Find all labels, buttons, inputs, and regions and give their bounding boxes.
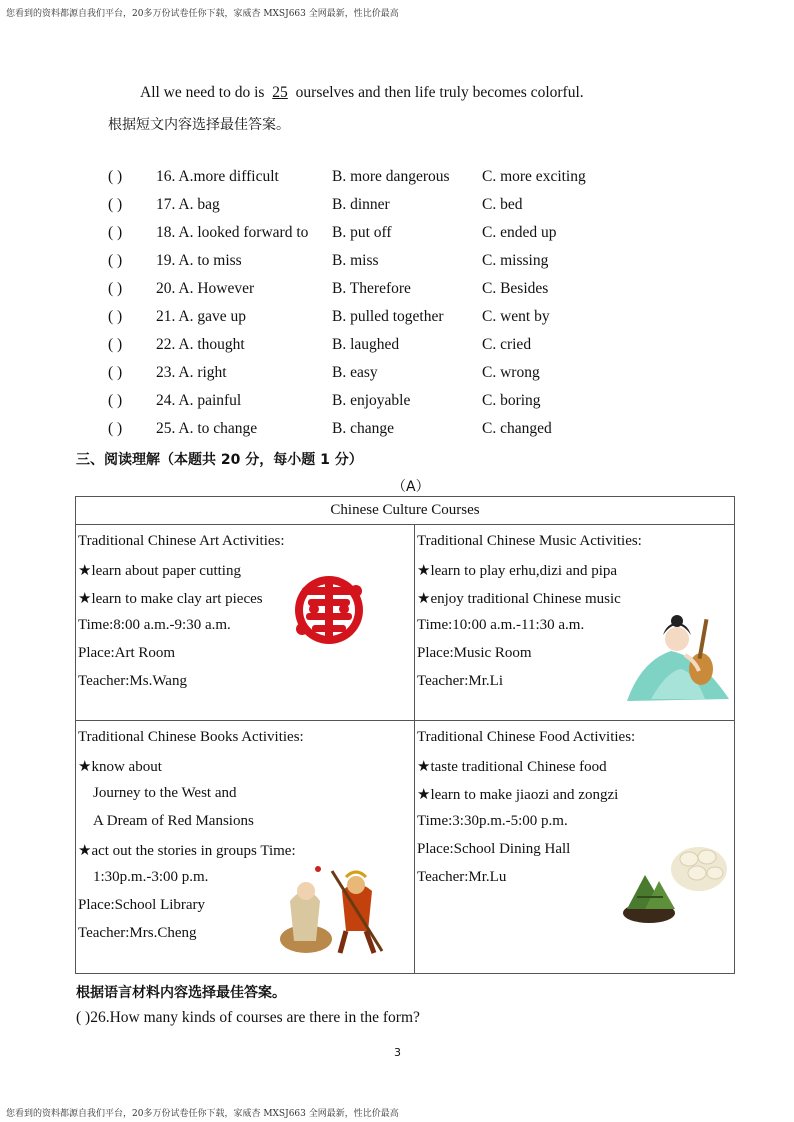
music-teacher: Teacher:Mr.Li: [417, 673, 503, 689]
art-teacher: Teacher:Ms.Wang: [78, 673, 187, 689]
option-b: B. enjoyable: [332, 392, 411, 409]
option-c: C. wrong: [482, 364, 540, 381]
answer-paren: ( ): [108, 420, 123, 437]
option-a: 20. A. However: [156, 280, 255, 297]
blank-25: 25: [272, 84, 288, 101]
option-b: B. dinner: [332, 196, 390, 213]
option-c: C. ended up: [482, 224, 557, 241]
option-b: B. Therefore: [332, 280, 411, 297]
option-c: C. Besides: [482, 280, 549, 297]
option-a: 19. A. to miss: [156, 252, 242, 269]
option-b: B. miss: [332, 252, 379, 269]
books-time: 1:30p.m.-3:00 p.m.: [93, 869, 209, 885]
answer-paren: ( ): [108, 252, 123, 269]
option-a: 22. A. thought: [156, 336, 245, 353]
paper-cutting-image: [288, 569, 370, 651]
question-26: ( )26.How many kinds of courses are there in the form?: [76, 1009, 420, 1026]
food-time: Time:3:30p.m.-5:00 p.m.: [417, 813, 568, 829]
art-heading: Traditional Chinese Art Activities:: [78, 533, 285, 549]
page-number: 3: [394, 1046, 401, 1059]
art-place: Place:Art Room: [78, 645, 176, 661]
part-a-label: （A）: [392, 479, 430, 495]
answer-paren: ( ): [108, 364, 123, 381]
music-cell: [415, 525, 735, 721]
option-a: 24. A. painful: [156, 392, 242, 409]
books-heading: Traditional Chinese Books Activities:: [78, 729, 304, 745]
bottom-watermark: 您看到的资料都源自我们平台，20多万份试卷任你下载，家威杏 MXSJ663 全网最新，性比价最高: [6, 1109, 399, 1119]
pipa-player-image: [621, 611, 733, 703]
book-title-2: A Dream of Red Mansions: [93, 813, 254, 829]
music-item-1: ★learn to play erhu,dizi and pipa: [417, 563, 618, 579]
food-heading: Traditional Chinese Food Activities:: [417, 729, 636, 745]
option-c: C. changed: [482, 420, 552, 437]
option-c: C. cried: [482, 336, 532, 353]
books-cell: [76, 721, 415, 974]
option-b: B. put off: [332, 224, 392, 241]
music-time: Time:10:00 a.m.-11:30 a.m.: [417, 617, 585, 633]
music-item-2: ★enjoy traditional Chinese music: [417, 591, 621, 607]
food-teacher: Teacher:Mr.Lu: [417, 869, 507, 885]
answer-paren: ( ): [108, 168, 123, 185]
option-c: C. more exciting: [482, 168, 586, 185]
table-title: Chinese Culture Courses: [76, 497, 735, 525]
books-place: Place:School Library: [78, 897, 206, 913]
music-place: Place:Music Room: [417, 645, 532, 661]
food-cell: [415, 721, 735, 974]
option-c: C. bed: [482, 196, 523, 213]
book-title-1: Journey to the West and: [93, 785, 237, 801]
food-place: Place:School Dining Hall: [417, 841, 571, 857]
option-a: 17. A. bag: [156, 196, 220, 213]
answer-paren: ( ): [108, 308, 123, 325]
art-time: Time:8:00 a.m.-9:30 a.m.: [78, 617, 231, 633]
option-a: 25. A. to change: [156, 420, 258, 437]
option-b: B. change: [332, 420, 394, 437]
food-item-1: ★taste traditional Chinese food: [417, 759, 607, 775]
answer-paren: ( ): [108, 336, 123, 353]
books-item-2: ★act out the stories in groups Time:: [78, 843, 296, 859]
journey-west-image: [276, 861, 388, 957]
reading-instruction: 根据语言材料内容选择最佳答案。: [76, 985, 286, 1001]
option-b: B. laughed: [332, 336, 400, 353]
option-b: B. easy: [332, 364, 378, 381]
option-c: C. boring: [482, 392, 541, 409]
section-3-title: 三、阅读理解（本题共 20 分，每小题 1 分）: [76, 452, 363, 468]
food-item-2: ★learn to make jiaozi and zongzi: [417, 787, 619, 803]
option-c: C. missing: [482, 252, 549, 269]
option-b: B. pulled together: [332, 308, 444, 325]
option-a: 23. A. right: [156, 364, 227, 381]
option-a: 21. A. gave up: [156, 308, 246, 325]
books-teacher: Teacher:Mrs.Cheng: [78, 925, 197, 941]
art-item-2: ★learn to make clay art pieces: [78, 591, 263, 607]
cloze-instruction: 根据短文内容选择最佳答案。: [108, 117, 290, 133]
option-c: C. went by: [482, 308, 550, 325]
option-a: 16. A.more difficult: [156, 168, 279, 185]
passage-last-line: [140, 84, 584, 102]
answer-paren: ( ): [108, 280, 123, 297]
answer-paren: ( ): [108, 392, 123, 409]
books-item-1: ★know about: [78, 759, 162, 775]
option-b: B. more dangerous: [332, 168, 450, 185]
art-item-1: ★learn about paper cutting: [78, 563, 241, 579]
answer-paren: ( ): [108, 196, 123, 213]
courses-table: [75, 496, 735, 974]
option-a: 18. A. looked forward to: [156, 224, 309, 241]
passage-text-before: All we need to do is: [140, 84, 265, 101]
passage-text-after: ourselves and then life truly becomes colorful.: [295, 84, 584, 101]
art-cell: [76, 525, 415, 721]
dumplings-zongzi-image: [619, 835, 731, 927]
top-watermark: 您看到的资料都源自我们平台，20多万份试卷任你下载，家威杏 MXSJ663 全网最新，性比价最高: [6, 9, 399, 19]
music-heading: Traditional Chinese Music Activities:: [417, 533, 642, 549]
answer-paren: ( ): [108, 224, 123, 241]
